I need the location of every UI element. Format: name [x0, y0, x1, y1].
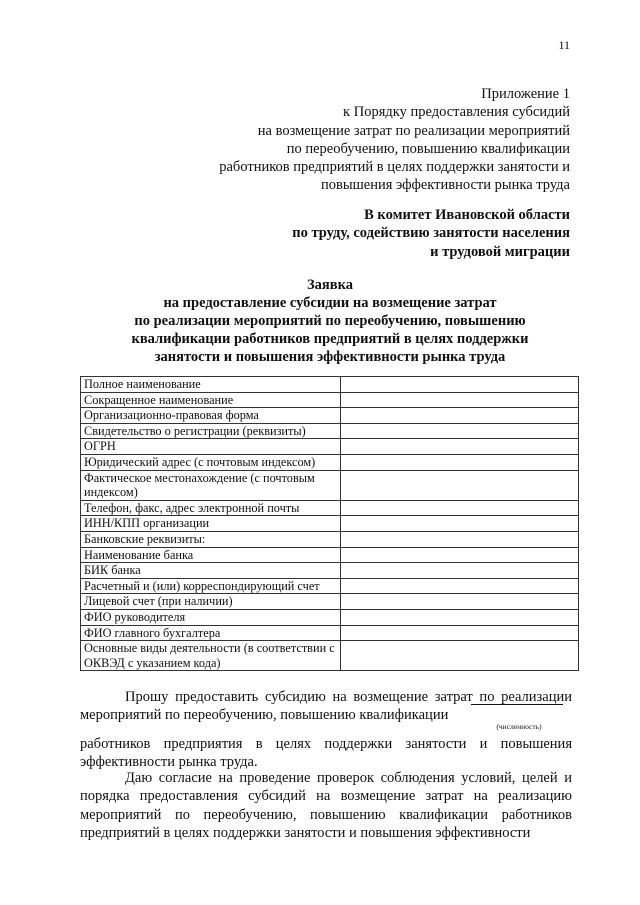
row-label: Сокращенное наименование [81, 392, 341, 408]
table-row [81, 547, 579, 563]
title-line: квалификации работников предприятий в целях поддержки [131, 331, 529, 347]
appendix-line: к Порядку предоставления субсидий [343, 104, 570, 121]
row-value-cell[interactable] [341, 547, 579, 563]
request-paragraph-continuation: работников предприятия в целях поддержки занятости и повышения эффективности рынка труда. [80, 736, 572, 771]
page-number: 11 [558, 38, 570, 52]
row-label: ФИО главного бухгалтера [81, 625, 341, 641]
row-value-cell[interactable] [341, 408, 579, 424]
row-value-cell[interactable] [341, 563, 579, 579]
row-value-cell[interactable] [341, 439, 579, 455]
appendix-line: работников предприятий в целях поддержки занятости и [219, 159, 570, 176]
row-label: Лицевой счет (при наличии) [81, 594, 341, 610]
table-row [81, 423, 579, 439]
row-value-cell[interactable] [341, 625, 579, 641]
appendix-line: Приложение 1 [481, 86, 570, 102]
consent-paragraph: Даю согласие на проведение проверок соблюдения условий, целей и порядка предоставления субсидий на возмещение затрат на реализацию мероприятий по переобучению, повышению квалификации работников предприятий в целях поддержки занятости и повышения эффективности [80, 770, 572, 841]
table-row [81, 439, 579, 455]
table-row [81, 470, 579, 500]
table-row [81, 641, 579, 671]
request-paragraph: Прошу предоставить субсидию на возмещение затрат по реализации мероприятий по переобучению, повышению квалификации [80, 689, 572, 724]
row-value-cell[interactable] [341, 609, 579, 625]
application-form-table [80, 376, 579, 671]
recipient-line: по труду, содействию занятости населения [292, 225, 570, 242]
row-label: БИК банка [81, 563, 341, 579]
document-title [80, 276, 580, 366]
row-label: Телефон, факс, адрес электронной почты [81, 500, 341, 516]
row-label: Свидетельство о регистрации (реквизиты) [81, 423, 341, 439]
row-label: Юридический адрес (с почтовым индексом) [81, 454, 341, 470]
table-row [81, 531, 579, 547]
row-value-cell[interactable] [341, 641, 579, 671]
appendix-line: на возмещение затрат по реализации мероприятий [257, 122, 570, 139]
recipient-block [130, 206, 570, 261]
row-label: Расчетный и (или) корреспондирующий счет [81, 578, 341, 594]
row-label: ФИО руководителя [81, 609, 341, 625]
row-value-cell[interactable] [341, 531, 579, 547]
row-label: Банковские реквизиты: [81, 531, 341, 547]
recipient-line: В комитет Ивановской области [364, 207, 570, 223]
appendix-line: по переобучению, повышению квалификации [286, 140, 570, 157]
row-label: Полное наименование [81, 377, 341, 393]
row-label: Основные виды деятельности (в соответствии с ОКВЭД с указанием кода) [81, 641, 341, 671]
table-row [81, 392, 579, 408]
table-row [81, 563, 579, 579]
recipient-line: и трудовой миграции [430, 243, 570, 260]
table-row [81, 609, 579, 625]
appendix-header [130, 85, 570, 195]
row-label: ОГРН [81, 439, 341, 455]
row-label: Наименование банка [81, 547, 341, 563]
title-line: Заявка [307, 277, 353, 293]
row-value-cell[interactable] [341, 594, 579, 610]
appendix-line: повышения эффективности рынка труда [321, 177, 570, 194]
table-row [81, 408, 579, 424]
row-value-cell[interactable] [341, 500, 579, 516]
row-label: ИНН/КПП организации [81, 516, 341, 532]
row-value-cell[interactable] [341, 454, 579, 470]
headcount-hint: (численность) [496, 722, 542, 731]
table-row [81, 516, 579, 532]
row-value-cell[interactable] [341, 423, 579, 439]
table-row [81, 454, 579, 470]
row-value-cell[interactable] [341, 377, 579, 393]
table-row [81, 594, 579, 610]
table-row [81, 500, 579, 516]
row-label: Организационно-правовая форма [81, 408, 341, 424]
title-line: по реализации мероприятий по переобучению, повышению [134, 313, 526, 329]
headcount-blank[interactable] [471, 704, 563, 705]
row-value-cell[interactable] [341, 578, 579, 594]
table-row [81, 625, 579, 641]
title-line: занятости и повышения эффективности рынка труда [154, 349, 506, 365]
row-label: Фактическое местонахождение (с почтовым индексом) [81, 470, 341, 500]
table-row [81, 578, 579, 594]
row-value-cell[interactable] [341, 470, 579, 500]
row-value-cell[interactable] [341, 392, 579, 408]
table-row [81, 377, 579, 393]
title-line: на предоставление субсидии на возмещение затрат [163, 295, 497, 311]
row-value-cell[interactable] [341, 516, 579, 532]
